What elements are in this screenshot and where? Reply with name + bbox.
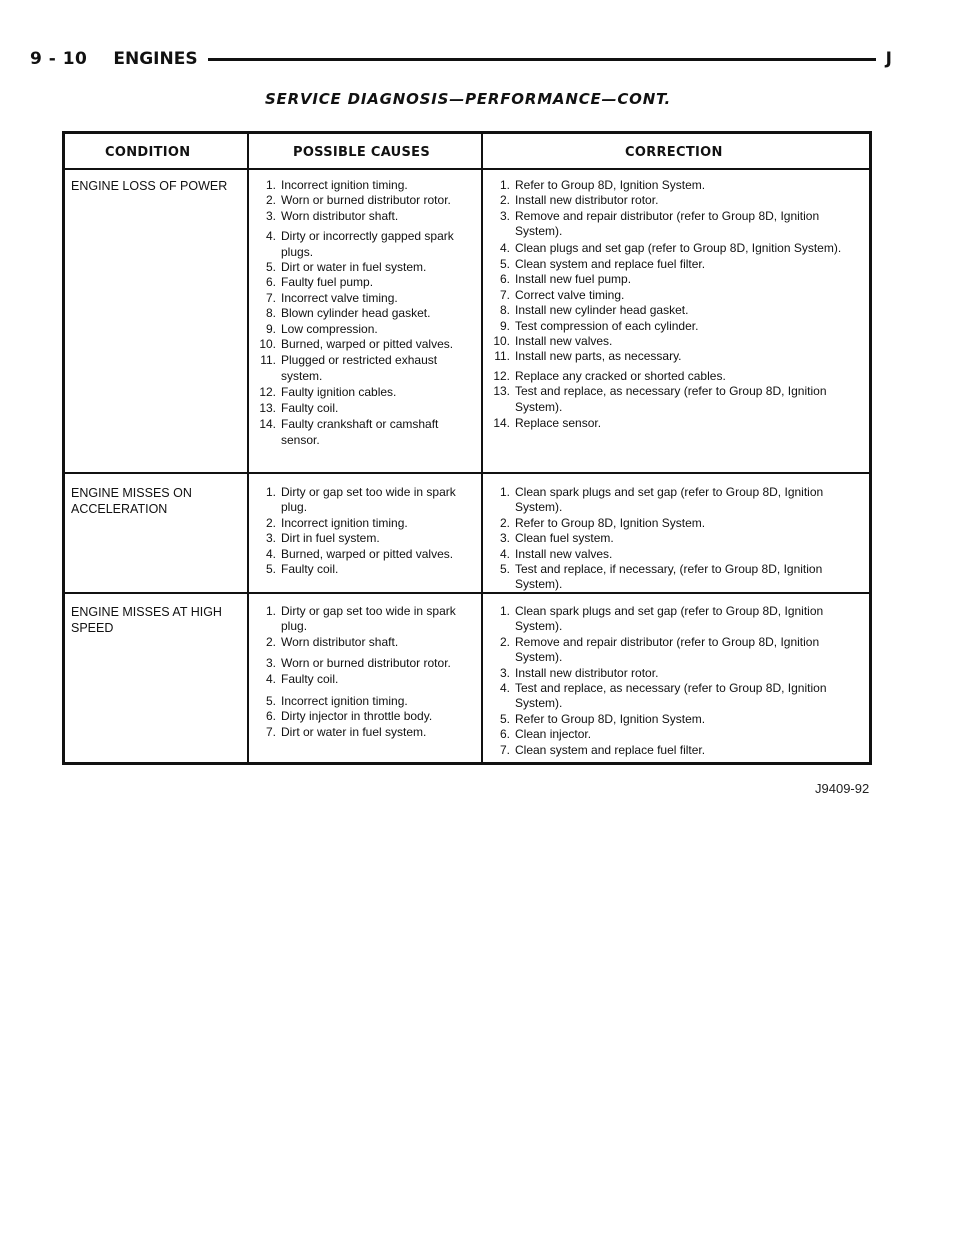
list-item <box>485 272 865 287</box>
list-item <box>251 229 477 260</box>
item-number: 3. <box>265 531 276 546</box>
list-item <box>485 547 865 562</box>
item-number: 1. <box>499 604 510 618</box>
item-number: 6. <box>265 709 276 724</box>
item-text: Install new parts, as necessary. <box>515 349 682 364</box>
item-number: 8. <box>265 306 276 321</box>
list-item <box>251 547 477 562</box>
item-number: 1. <box>499 178 510 192</box>
item-text: Worn or burned distributor rotor. <box>281 656 451 671</box>
item-text: Refer to Group 8D, Ignition System. <box>515 515 706 530</box>
item-text: Dirt or water in fuel system. <box>281 260 427 275</box>
item-text: Install new valves. <box>515 546 613 561</box>
list-item <box>251 709 477 724</box>
item-number: 4. <box>499 681 510 696</box>
list-item <box>485 303 865 318</box>
item-number: 3. <box>265 656 276 671</box>
list-item <box>485 193 865 208</box>
list-item <box>251 531 477 546</box>
list-item <box>485 681 865 712</box>
item-number: 3. <box>499 665 510 680</box>
page-number: 9 - 10 <box>30 49 88 69</box>
list-item <box>485 349 865 364</box>
item-number: 1. <box>265 485 276 499</box>
list-item <box>251 635 477 650</box>
item-text: Worn distributor shaft. <box>281 634 399 649</box>
list-item <box>485 384 865 415</box>
item-text: Install new cylinder head gasket. <box>515 303 689 318</box>
item-number: 4. <box>499 240 510 255</box>
condition-cell: ENGINE LOSS OF POWER <box>71 179 228 193</box>
correction-cell <box>485 178 865 432</box>
item-text: Clean injector. <box>515 727 592 742</box>
list-item <box>485 319 865 334</box>
item-text: Incorrect ignition timing. <box>281 515 408 530</box>
item-number: 7. <box>499 742 510 757</box>
item-text: Incorrect ignition timing. <box>281 178 408 192</box>
item-text: Remove and repair distributor (refer to Group 8D, Ignition System). <box>515 634 820 665</box>
column-divider <box>481 134 483 762</box>
item-text: Faulty coil. <box>281 671 339 686</box>
item-text: Refer to Group 8D, Ignition System. <box>515 711 706 726</box>
item-number: 1. <box>265 604 276 618</box>
item-text: Incorrect valve timing. <box>281 290 398 305</box>
item-text: Dirt or water in fuel system. <box>281 724 427 739</box>
list-item <box>251 291 477 306</box>
page-header <box>30 44 892 74</box>
item-number: 5. <box>265 260 276 275</box>
list-item <box>251 694 477 709</box>
model-mark: J <box>885 49 892 69</box>
correction-cell <box>485 485 865 593</box>
list-item <box>485 604 865 635</box>
figure-code: J9409-92 <box>815 781 870 796</box>
item-text: Faulty ignition cables. <box>281 385 397 400</box>
list-item <box>485 485 865 516</box>
item-number: 12. <box>259 385 276 400</box>
item-number: 9. <box>499 318 510 333</box>
item-number: 9. <box>265 321 276 336</box>
item-number: 4. <box>265 546 276 561</box>
row-divider <box>65 472 869 474</box>
item-number: 6. <box>499 272 510 287</box>
item-number: 3. <box>499 531 510 546</box>
list-item <box>251 337 477 352</box>
item-text: Burned, warped or pitted valves. <box>281 546 454 561</box>
header-rule <box>208 58 876 61</box>
header-correction: CORRECTION <box>625 144 723 160</box>
column-divider <box>247 134 249 762</box>
list-item <box>485 241 865 256</box>
item-number: 5. <box>499 562 510 577</box>
item-number: 1. <box>265 178 276 192</box>
item-number: 14. <box>259 417 276 432</box>
item-number: 4. <box>499 546 510 561</box>
list-item <box>251 604 477 635</box>
list-item <box>251 178 477 193</box>
item-text: Low compression. <box>281 321 378 336</box>
list-item <box>485 257 865 272</box>
item-number: 11. <box>260 353 276 368</box>
item-number: 10. <box>259 337 276 352</box>
item-number: 13. <box>259 400 276 415</box>
item-text: Correct valve timing. <box>515 287 625 302</box>
item-number: 2. <box>265 634 276 649</box>
header-possible-causes: POSSIBLE CAUSES <box>293 144 431 160</box>
item-number: 2. <box>265 193 276 208</box>
item-text: Blown cylinder head gasket. <box>281 306 431 321</box>
list-item <box>485 516 865 531</box>
causes-cell <box>251 178 477 448</box>
item-number: 6. <box>265 275 276 290</box>
section-title: ENGINES <box>113 49 198 69</box>
item-number: 7. <box>265 724 276 739</box>
item-text: Dirty or gap set too wide in spark plug. <box>281 604 456 634</box>
item-number: 5. <box>265 694 276 709</box>
item-text: Refer to Group 8D, Ignition System. <box>515 178 706 192</box>
page-subtitle: SERVICE DIAGNOSIS—PERFORMANCE—CONT. <box>264 90 672 108</box>
item-text: Faulty coil. <box>281 400 339 415</box>
list-item <box>251 209 477 224</box>
item-text: Dirty injector in throttle body. <box>281 709 433 724</box>
item-number: 5. <box>499 711 510 726</box>
item-text: Replace sensor. <box>515 416 602 431</box>
item-number: 3. <box>265 208 276 223</box>
item-number: 14. <box>493 416 510 431</box>
condition-cell: ENGINE MISSES AT HIGH SPEED <box>71 605 222 635</box>
item-number: 3. <box>499 208 510 223</box>
item-number: 4. <box>265 671 276 686</box>
item-number: 4. <box>265 229 276 244</box>
list-item <box>485 416 865 431</box>
list-item <box>251 516 477 531</box>
causes-cell <box>251 604 477 740</box>
item-text: Clean system and replace fuel filter. <box>515 257 706 272</box>
item-number: 2. <box>265 515 276 530</box>
list-item <box>251 193 477 208</box>
item-text: Plugged or restricted exhaust system. <box>281 353 438 383</box>
list-item <box>485 288 865 303</box>
correction-cell <box>485 604 865 758</box>
item-text: Clean spark plugs and set gap (refer to Group 8D, Ignition System). <box>515 485 824 515</box>
item-number: 2. <box>499 634 510 649</box>
item-text: Replace any cracked or shorted cables. <box>515 368 726 383</box>
item-number: 7. <box>499 287 510 302</box>
item-number: 1. <box>499 485 510 499</box>
item-text: Clean spark plugs and set gap (refer to Group 8D, Ignition System). <box>515 604 824 634</box>
item-text: Test compression of each cylinder. <box>515 318 699 333</box>
item-number: 2. <box>499 193 510 208</box>
list-item <box>251 260 477 275</box>
item-text: Test and replace, as necessary (refer to Group 8D, Ignition System). <box>515 681 827 711</box>
list-item <box>251 322 477 337</box>
causes-cell <box>251 485 477 577</box>
item-text: Dirt in fuel system. <box>281 531 380 546</box>
item-number: 7. <box>265 290 276 305</box>
list-item <box>251 275 477 290</box>
item-number: 2. <box>499 515 510 530</box>
list-item <box>251 401 477 416</box>
item-number: 12. <box>493 368 510 383</box>
item-text: Dirty or incorrectly gapped spark plugs. <box>281 229 454 259</box>
item-number: 8. <box>499 303 510 318</box>
list-item <box>485 562 865 593</box>
list-item <box>485 712 865 727</box>
list-item <box>485 666 865 681</box>
item-text: Install new distributor rotor. <box>515 193 659 208</box>
header-condition: CONDITION <box>105 144 191 160</box>
item-text: Clean system and replace fuel filter. <box>515 742 706 757</box>
item-number: 5. <box>265 562 276 577</box>
item-text: Worn or burned distributor rotor. <box>281 193 451 208</box>
list-item <box>251 656 477 671</box>
item-number: 13. <box>493 384 510 399</box>
list-item <box>251 672 477 687</box>
item-number: 6. <box>499 727 510 742</box>
item-number: 11. <box>494 349 510 364</box>
list-item <box>485 727 865 742</box>
item-text: Dirty or gap set too wide in spark plug. <box>281 485 456 515</box>
item-number: 5. <box>499 257 510 272</box>
list-item <box>251 485 477 516</box>
item-number: 10. <box>493 334 510 349</box>
item-text: Test and replace, if necessary, (refer to Group 8D, Ignition System). <box>515 562 823 592</box>
item-text: Clean fuel system. <box>515 531 614 546</box>
item-text: Install new valves. <box>515 334 613 349</box>
item-text: Install new fuel pump. <box>515 272 632 287</box>
list-item <box>485 178 865 193</box>
item-text: Clean plugs and set gap (refer to Group 8D, Ignition System). <box>515 240 842 255</box>
item-text: Worn distributor shaft. <box>281 208 399 223</box>
list-item <box>485 531 865 546</box>
condition-cell: ENGINE MISSES ON ACCELERATION <box>71 486 192 516</box>
diagnosis-table <box>62 131 872 765</box>
item-text: Faulty fuel pump. <box>281 275 374 290</box>
list-item <box>251 353 477 384</box>
item-text: Burned, warped or pitted valves. <box>281 337 454 352</box>
item-text: Faulty crankshaft or camshaft sensor. <box>281 417 439 447</box>
list-item <box>251 417 477 448</box>
item-text: Remove and repair distributor (refer to Group 8D, Ignition System). <box>515 208 820 239</box>
item-text: Faulty coil. <box>281 562 339 577</box>
item-text: Install new distributor rotor. <box>515 665 659 680</box>
item-text: Incorrect ignition timing. <box>281 694 408 709</box>
list-item <box>485 635 865 666</box>
list-item <box>485 743 865 758</box>
list-item <box>251 725 477 740</box>
list-item <box>485 209 865 240</box>
list-item <box>251 306 477 321</box>
item-text: Test and replace, as necessary (refer to Group 8D, Ignition System). <box>515 384 827 414</box>
list-item <box>485 334 865 349</box>
list-item <box>485 369 865 384</box>
list-item <box>251 385 477 400</box>
list-item <box>251 562 477 577</box>
